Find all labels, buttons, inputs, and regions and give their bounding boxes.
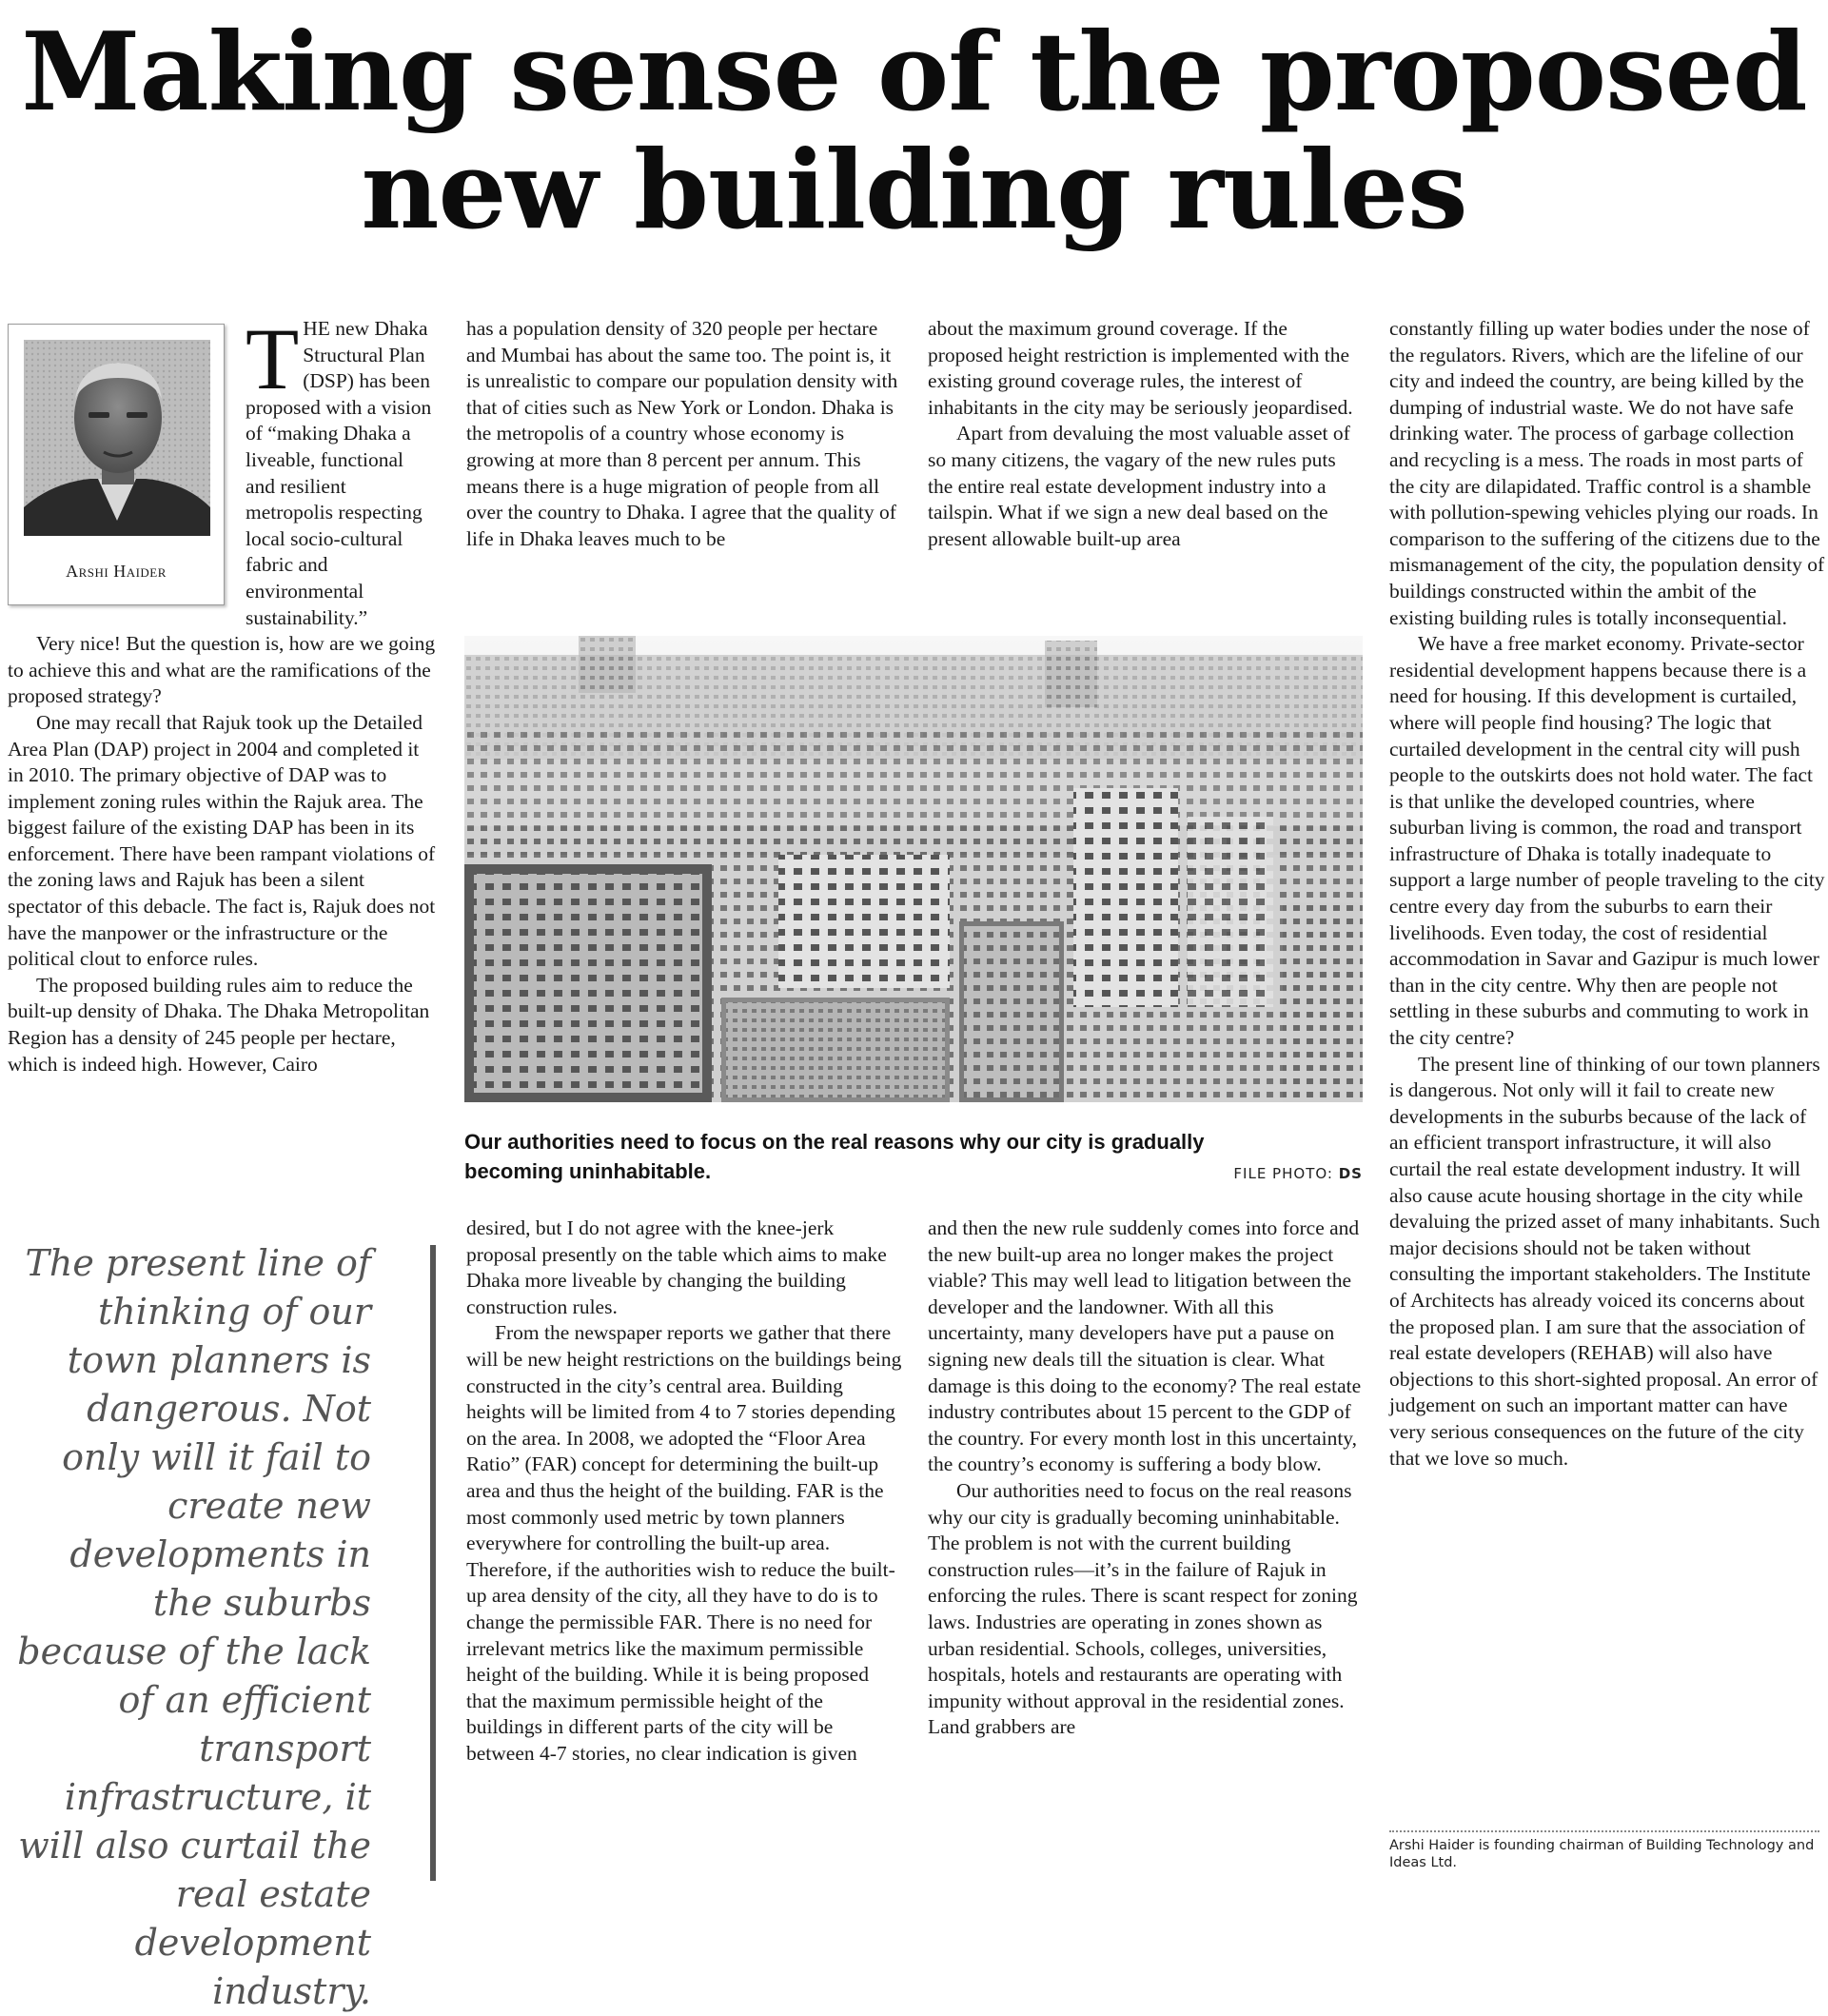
article-paragraph-4: The proposed building rules aim to reduce the built-up density of Dhaka. The Dhaka Metropolitan Region has a density of 245 people per hectare, which is indeed high. However, Cairo [8, 973, 430, 1076]
author-portrait-icon [24, 340, 210, 536]
headline-line-2: new building rules [361, 127, 1467, 253]
column-2-top [466, 316, 904, 552]
article-paragraph-11: Our authorities need to focus on the real reasons why our city is gradually becoming uninhabitable. The problem is not with the current building construction rules—it’s in the failure of Rajuk in enforcing the rules. There is scant respect for zoning laws. Industries are operating in zones shown as urban residential. Schools, colleges, universities, hospitals, hotels and restaurants are operating with impunity without approval in the residential zones. Land grabbers are [928, 1478, 1358, 1739]
column-2-bottom [466, 1216, 904, 1767]
headline [0, 9, 1828, 253]
city-skyline-photo-icon [464, 636, 1363, 1102]
photo-caption: Our authorities need to focus on the real reasons why our city is gradually becoming uninhabitable. [464, 1130, 1205, 1183]
article-paragraph-10: and then the new rule suddenly comes into force and the new built-up area no longer makes the project viable? This may well lead to litigation between the developer and the landowner. With all this uncertainty, many developers have put a pause on signing new deals till the situation is clear. What damage is this doing to the economy? The real estate industry contributes about 15 percent to the GDP of the country. For every month lost in this uncertainty, the country’s economy is suffering a body blow. [928, 1216, 1362, 1476]
article-paragraph-1: THE new Dhaka Structural Plan (DSP) has been proposed with a vision of “making Dhaka a liveable, functional and resilient metropolis respecting local socio-cultural fabric and environmental sustainability.” [246, 310, 432, 629]
pull-quote: The present line of thinking of our town planners is dangerous. Not only will it fail to create new developments in the suburbs because of the lack of an efficient transport infrastructure, it will also curtail the real estate development industry. [17, 1242, 371, 2012]
article-paragraph-7: Apart from devaluing the most valuable asset of so many citizens, the vagary of the new rules puts the entire real estate development industry into a tailspin. What if we sign a new deal based on the present allowable built-up area [928, 422, 1350, 550]
bio-divider [1389, 1830, 1819, 1832]
column-3-top [928, 316, 1366, 552]
article-paragraph-8: desired, but I do not agree with the knee-jerk proposal presently on the table which aims to make Dhaka more liveable by changing the building construction rules. [466, 1216, 887, 1318]
author-photo-box [8, 324, 225, 605]
article-paragraph-12: constantly filling up water bodies under the nose of the regulators. Rivers, which are the lifeline of our city and indeed the country, are being killed by the dumping of industrial waste. We do not have safe drinking water. The process of garbage collection and recycling is a mess. The roads in most parts of the city are dilapidated. Traffic control is a shamble with pollution-spewing vehicles plying our roads. In comparison to the suffering of the citizens due to the mismanagement of the city, the population density of buildings constructed within the ambit of the existing building rules is totally inconsequential. [1389, 317, 1825, 629]
column-1 [8, 310, 438, 1077]
article-paragraph-13: We have a free market economy. Private-sector residential development happens because there is a need for housing. If this development is curtailed, where will people find housing? The logic that curtailed development in the central city will push people to the outskirts does not hold water. The fact is that unlike the developed countries, where suburban living is common, the road and transport infrastructure of Dhaka is totally inadequate to support a large number of people traveling to the city centre every day from the suburbs to earn their livelihoods. Even today, the cost of residential accommodation in Savar and Gazipur is much lower than in the city centre. Why then are people not settling in these suburbs and commuting to work in the city centre? [1389, 632, 1825, 1050]
drop-cap: T [246, 310, 300, 407]
column-4 [1389, 316, 1825, 1472]
article-paragraph-3: One may recall that Rajuk took up the Detailed Area Plan (DAP) project in 2004 and completed it in 2010. The primary objective of DAP was to implement zoning rules within the Rajuk area. The biggest failure of the existing DAP has been in its enforcement. There have been rampant violations of the zoning laws and Rajuk has been a silent spectator of this debacle. The fact is, Rajuk does not have the manpower or the infrastructure or the political clout to enforce rules. [8, 710, 436, 971]
headline-line-1: Making sense of the proposed [21, 9, 1807, 135]
author-bio: Arshi Haider is founding chairman of Building Technology and Ideas Ltd. [1389, 1838, 1815, 1870]
pull-quote-rule [430, 1245, 436, 1881]
article-paragraph-14: The present line of thinking of our town planners is dangerous. Not only will it fail to create new developments in the suburbs because of the lack of an efficient transport infrastructure, it will also curtail the real estate development industry. It will also cause acute housing shortage in the city while devaluing the prized asset of many inhabitants. Such major decisions should not be taken without consulting the important stakeholders. The Institute of Architects has already voiced its concerns about the proposed plan. I am sure that the association of real estate developers (REHAB) will also have objections to this short-sighted proposal. An error of judgement on such an important matter can have very serious consequences on the future of the city that we love so much. [1389, 1052, 1820, 1470]
photo-credit-label: FILE PHOTO: [1233, 1165, 1333, 1182]
author-name: Arshi Haider [66, 562, 167, 582]
article-paragraph-9: From the newspaper reports we gather that there will be new height restrictions on the buildings being constructed in the city’s central area. Building heights will be limited from 4 to 7 stories depending on the area. In 2008, we adopted the “Floor Area Ratio” (FAR) concept for determining the built-up area and thus the height of the building. FAR is the most commonly used metric by town planners everywhere for controlling the built-up area. Therefore, if the authorities wish to reduce the built-up area density of the city, all they have to do is to change the permissible FAR. There is no need for irrelevant metrics like the maximum permissible height of the building. While it is being proposed that the maximum permissible height of the buildings in different parts of the city will be between 4-7 stories, no clear indication is given [466, 1321, 902, 1765]
photo-credit-source: DS [1338, 1165, 1363, 1182]
photo-credit [1233, 1165, 1363, 1182]
article-paragraph-2: Very nice! But the question is, how are we going to achieve this and what are the ramifications of the proposed strategy? [8, 632, 436, 708]
article-paragraph-5: has a population density of 320 people per hectare and Mumbai has about the same too. The point is, it is unrealistic to compare our population density with that of cities such as New York or London. Dhaka is the metropolis of a country whose economy is growing at more than 8 percent per annum. This means there is a huge migration of people from all over the country to Dhaka. I agree that the quality of life in Dhaka leaves much to be [466, 317, 898, 550]
article-paragraph-6: about the maximum ground coverage. If the proposed height restriction is implemented with the existing ground coverage rules, the interest of inhabitants in the city may be seriously jeopardised. [928, 317, 1353, 419]
column-3-bottom [928, 1216, 1366, 1741]
